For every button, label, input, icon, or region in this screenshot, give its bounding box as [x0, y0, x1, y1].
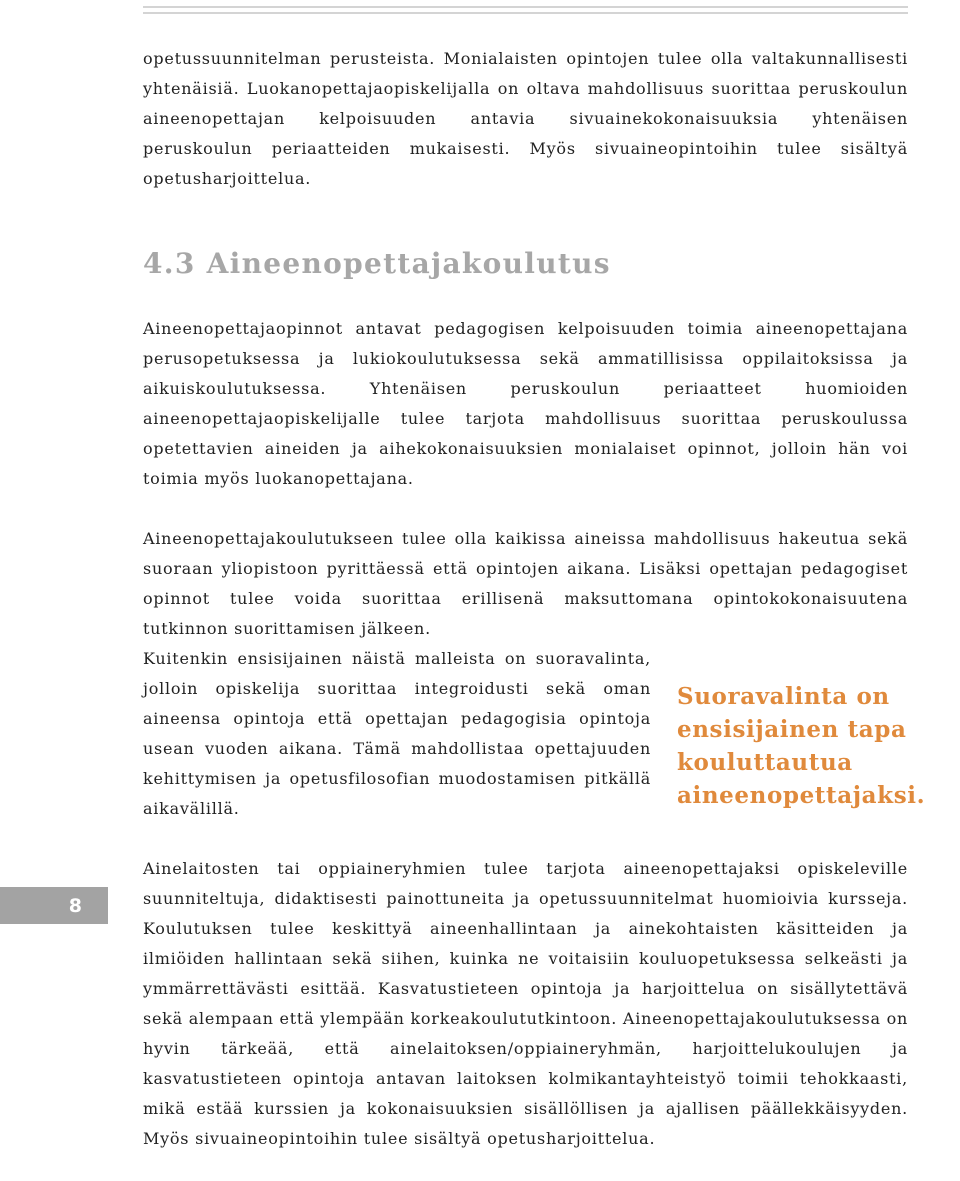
intro-paragraph: opetussuunnitelman perusteista. Monialaisten opintojen tulee olla valtakunnallisesti yhtenäisiä. Luokanopettajaopiskelijalla on oltava mahdollisuus suorittaa peruskoulun aineenopettajan kelpoisuuden antavia sivuainekokonaisuuksia yhtenäisen peruskoulun periaatteiden mukaisesti. Myös sivuaineopintoihin tulee sisältyä opetusharjoittelua. [143, 49, 908, 188]
page-number: 8 [68, 894, 82, 917]
body-paragraph-1: Aineenopettajaopinnot antavat pedagogisen kelpoisuuden toimia aineenopettajana perusopetuksessa ja lukiokoulutuksessa sekä ammatillisissa oppilaitoksissa ja aikuiskoulutuksessa. Yhtenäisen peruskoulun periaatteet huomioiden aineenopettajaopiskelijalle tulee tarjota mahdollisuus suorittaa peruskoulussa opetettavien aineiden ja aihekokonaisuuksien monialaiset opinnot, jolloin hän voi toimia myös luokanopettajana. [143, 319, 908, 488]
section-heading: 4.3 Aineenopettajakoulutus [143, 247, 611, 280]
header-rule-bottom [143, 12, 908, 14]
body-paragraph-4: Ainelaitosten tai oppiaineryhmien tulee tarjota aineenopettajaksi opiskeleville suunniteltuja, didaktisesti painottuneita ja opetussuunnitelmat huomioivia kursseja. Koulutuksen tulee keskittyä aineenhallintaan ja ainekohtaisten käsitteiden ja ilmiöiden hallintaan sekä siihen, kuinka ne voitaisiin kouluopetuksessa selkeästi ja ymmärrettävästi esittää. Kasvatustieteen opintoja ja harjoittelua on sisällytettävä sekä alempaan että ylempään korkeakoulututkintoon. Aineenopettajakoulutuksessa on hyvin tärkeää, että ainelaitoksen/oppiaineryhmän, harjoittelukoulujen ja kasvatustieteen opintoja antavan laitoksen kolmikantayhteistyö toimii tehokkaasti, mikä estää kurssien ja kokonaisuuksien sisällöllisen ja ajallisen päällekkäisyyden. Myös sivuaineopintoihin tulee sisältyä opetusharjoittelua. [143, 859, 909, 1148]
header-rule-top [143, 6, 908, 8]
body-paragraph-2: Aineenopettajakoulutukseen tulee olla kaikissa aineissa mahdollisuus hakeutua sekä suoraan yliopistoon pyrittäessä että opintojen aikana. Lisäksi opettajan pedagogiset opinnot tulee voida suorittaa erillisenä maksuttomana opintokokonaisuutena tutkinnon suorittamisen jälkeen. [143, 529, 908, 638]
pull-quote: Suoravalinta on ensisijainen tapa kouluttautua aineenopettajaksi. [677, 683, 926, 809]
body-paragraph-3: Kuitenkin ensisijainen näistä malleista on suoravalinta, jolloin opiskelija suorittaa integroidusti sekä oman aineensa opintoja että opettajan pedagogisia opintoja usean vuoden aikana. Tämä mahdollistaa opettajuuden kehittymisen ja opetusfilosofian muodostamisen pitkällä aikavälillä. [143, 649, 651, 818]
page-number-tab [0, 887, 108, 924]
